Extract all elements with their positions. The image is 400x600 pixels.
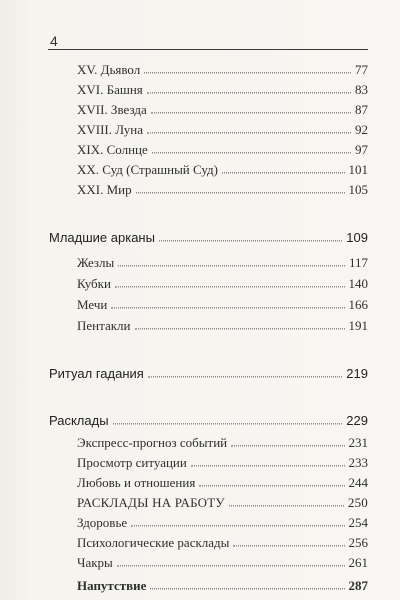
toc-entry-page: 256 (348, 535, 368, 550)
toc-entry-page: 83 (355, 82, 368, 97)
leader-dots (148, 369, 343, 377)
toc-entry-swords (77, 297, 368, 313)
toc-entry-label: Пентакли (77, 318, 131, 333)
toc-entry-chakras (77, 555, 368, 571)
toc-entry-page: 250 (347, 495, 368, 510)
toc-entry-situation-view (77, 455, 368, 471)
leader-dots (152, 145, 351, 153)
toc-section-label: Расклады (49, 413, 109, 428)
toc-entry-xviii (77, 122, 368, 138)
leader-dots (115, 279, 345, 287)
toc-entry-label: Мечи (77, 297, 108, 312)
toc-section-page: 219 (346, 366, 368, 381)
toc-entry-label: Здоровье (77, 515, 128, 530)
leader-dots (159, 233, 342, 241)
leader-dots (118, 258, 345, 266)
toc-section-ritual (49, 366, 368, 381)
leader-dots (131, 518, 344, 526)
leader-dots (113, 416, 343, 424)
toc-entry-xx (77, 162, 368, 178)
toc-entry-page: 117 (348, 255, 368, 270)
leader-dots (199, 478, 344, 486)
toc-entry-xvii (77, 102, 368, 118)
header-rule (48, 49, 368, 50)
toc-entry-label: XVI. Башня (77, 82, 143, 97)
toc-entry-label: РАСКЛАДЫ НА РАБОТУ (77, 495, 225, 510)
toc-entry-page: 77 (355, 62, 368, 77)
page-number: 4 (50, 33, 58, 49)
toc-entry-label: XVII. Звезда (77, 102, 147, 117)
toc-entry-page: 92 (355, 122, 368, 137)
leader-dots (222, 165, 345, 173)
leader-dots (191, 458, 345, 466)
toc-entry-label: XXI. Мир (77, 182, 132, 197)
toc-entry-cups (77, 276, 368, 292)
toc-entry-page: 105 (348, 182, 368, 197)
toc-entry-pentacles (77, 318, 368, 334)
toc-entry-page: 97 (355, 142, 368, 157)
leader-dots (136, 185, 345, 193)
toc-entry-page: 233 (348, 455, 368, 470)
toc-entry-label: Напутствие (77, 578, 147, 593)
toc-entry-page: 231 (348, 435, 368, 450)
toc-entry-work-spreads (77, 495, 368, 511)
leader-dots (117, 558, 345, 566)
toc-entry-page: 191 (348, 318, 368, 333)
toc-entry-label: Жезлы (77, 255, 115, 270)
toc-section-page: 109 (346, 230, 368, 245)
toc-entry-page: 261 (348, 555, 368, 570)
toc-entry-page: 287 (348, 578, 368, 593)
toc-entry-xvi (77, 82, 368, 98)
toc-entry-love (77, 475, 368, 491)
toc-entry-page: 101 (348, 162, 368, 177)
toc-section-label: Ритуал гадания (49, 366, 144, 381)
toc-section-minor-arcana (49, 230, 368, 245)
toc-section-label: Младшие арканы (49, 230, 155, 245)
toc-entry-label: XIX. Солнце (77, 142, 148, 157)
toc-section-spreads (49, 413, 368, 428)
toc-entry-label: Кубки (77, 276, 111, 291)
toc-entry-page: 140 (348, 276, 368, 291)
toc-entry-afterword (77, 578, 368, 594)
toc-entry-label: Психологические расклады (77, 535, 230, 550)
leader-dots (144, 65, 351, 73)
leader-dots (147, 125, 351, 133)
leader-dots (233, 538, 344, 546)
leader-dots (135, 321, 345, 329)
toc-entry-psychological (77, 535, 368, 551)
toc-entry-page: 244 (348, 475, 368, 490)
toc-entry-label: XX. Суд (Страшный Суд) (77, 162, 218, 177)
leader-dots (147, 85, 351, 93)
toc-entry-label: Экспресс-прогноз событий (77, 435, 228, 450)
toc-entry-page: 166 (348, 297, 368, 312)
toc-entry-xv (77, 62, 368, 78)
leader-dots (229, 498, 344, 506)
toc-entry-wands (77, 255, 368, 271)
toc-entry-xxi (77, 182, 368, 198)
toc-entry-page: 87 (355, 102, 368, 117)
toc-entry-label: XV. Дьявол (77, 62, 141, 77)
toc-entry-label: Любовь и отношения (77, 475, 196, 490)
leader-dots (150, 581, 344, 589)
toc-entry-page: 254 (348, 515, 368, 530)
leader-dots (111, 300, 344, 308)
toc-entry-label: XVIII. Луна (77, 122, 143, 137)
toc-entry-health (77, 515, 368, 531)
toc-entry-label: Просмотр ситуации (77, 455, 187, 470)
toc-entry-label: Чакры (77, 555, 113, 570)
toc-section-page: 229 (346, 413, 368, 428)
toc-entry-xix (77, 142, 368, 158)
toc-entry-express-forecast (77, 435, 368, 451)
leader-dots (231, 438, 344, 446)
leader-dots (151, 105, 351, 113)
